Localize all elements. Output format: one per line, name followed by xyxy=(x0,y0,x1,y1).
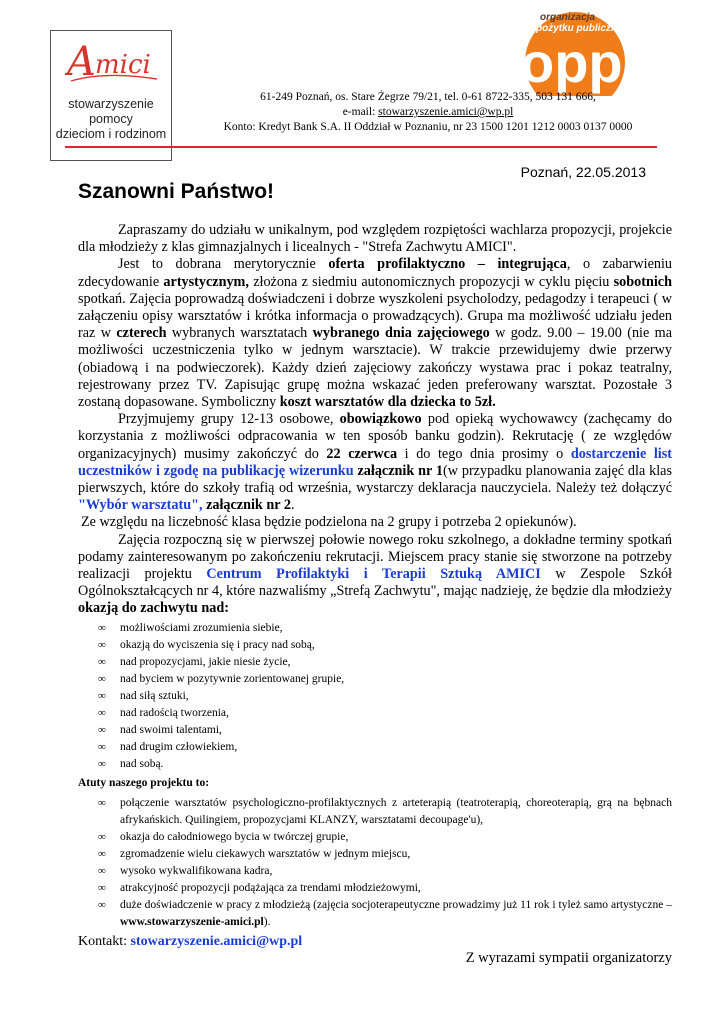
svg-text:mici: mici xyxy=(95,50,151,80)
paragraph-schedule xyxy=(78,532,672,618)
text: Jest to dobrana merytorycznie xyxy=(118,256,329,273)
infinity-bullet-icon: ∞ xyxy=(98,898,106,911)
text: złożona z siedmiu autonomicznych propozycji w cyklu pięciu xyxy=(248,273,614,290)
logo-line: dzieciom i rodzinom xyxy=(55,127,167,141)
list-item: ∞ nad siłą sztuki, xyxy=(120,688,672,705)
bold-text: załącznik nr 2 xyxy=(206,497,291,514)
letter-body xyxy=(78,222,672,950)
closing-regards: Z wyrazami sympatii organizatorzy xyxy=(465,950,672,966)
email-prefix: e-mail: xyxy=(342,106,379,118)
advantages-list xyxy=(78,795,672,931)
list-item: ∞ połączenie warsztatów psychologiczno-profilaktycznych z arteterapią (teatroterapią, choreoterapią, grą na bębnach afrykańskich. Quilingiem, propozycjami KLANZY, warsztatami decoupage'u), xyxy=(98,796,672,826)
bold-text: obowiązkowo xyxy=(339,411,422,428)
highlight-text: Centrum Profilaktyki i Terapii Sztuką AMICI xyxy=(206,566,541,583)
list-item: ∞ nad drugim człowiekiem, xyxy=(120,739,672,756)
list-item: ∞ wysoko wykwalifikowana kadra, xyxy=(120,863,672,880)
text: Zajęcia rozpoczną się w pierwszej połowie nowego roku szkolnego, a dokładne terminy spotkań podamy zainteresowanym po zakończeniu rekrutacji. Miejscem pracy stanie się stworzone na potrzeby realizacji projektu xyxy=(78,531,672,583)
letterhead-contact xyxy=(200,90,656,135)
list-item: ∞ nad byciem w pozytywnie zorientowanej grupie, xyxy=(120,671,672,688)
text: . xyxy=(290,497,295,514)
infinity-bullet-icon: ∞ xyxy=(98,757,106,770)
bold-text: czterech xyxy=(116,325,167,342)
organization-logo xyxy=(50,30,172,161)
header-account: Konto: Kredyt Bank S.A. II Oddział w Poznaniu, nr 23 1500 1201 1212 0003 0137 0000 xyxy=(223,121,633,133)
logo-line: stowarzyszenie xyxy=(68,97,154,111)
bold-text: okazją do zachwytu nad: xyxy=(78,600,229,617)
svg-text:A: A xyxy=(67,39,96,85)
list-item: ∞ nad sobą. xyxy=(120,756,672,773)
header-divider xyxy=(65,146,657,148)
bold-text: artystycznym, xyxy=(163,273,249,290)
logo-caption xyxy=(51,97,171,142)
greeting-heading: Szanowni Państwo! xyxy=(78,180,275,203)
header-email-line xyxy=(200,105,656,120)
text: pod opieką wychowawcy (zachęcamy do korzystania z możliwości odpracowania w ten sposób banku godzin). Rekrutację ( ze względów organizacyjnych) musimy zakończyć do xyxy=(78,411,672,462)
highlight-text: "Wybór warsztatu", xyxy=(78,497,203,514)
list-item: ∞ zgromadzenie wielu ciekawych warsztatów w jednym miejscu, xyxy=(120,846,672,863)
infinity-bullet-icon: ∞ xyxy=(98,847,106,860)
paragraph-intro: Zapraszamy do udziału w unikalnym, pod względem rozpiętości wachlarza propozycji, projekcie dla młodzieży z klas gimnazjalnych i licealnych - "Strefa Zachwytu AMICI". xyxy=(78,222,672,256)
header-address: 61-249 Poznań, os. Stare Żegrze 79/21, tel. 0-61 8722-335, 503 131 666, xyxy=(260,91,596,103)
list-item: ∞ okazja do całodniowego bycia w twórczej grupie, xyxy=(120,829,672,846)
infinity-bullet-icon: ∞ xyxy=(98,621,106,634)
infinity-bullet-icon: ∞ xyxy=(98,672,106,685)
bold-text: oferta profilaktyczno – integrująca xyxy=(328,256,567,273)
infinity-bullet-icon: ∞ xyxy=(98,830,106,843)
infinity-bullet-icon: ∞ xyxy=(98,638,106,651)
list-item: ∞ atrakcyjność propozycji podążająca za trendami młodzieżowymi, xyxy=(120,880,672,897)
logo-line: pomocy xyxy=(89,112,133,126)
highlight-text: dostarczenie list uczestników i zgodę na publikację wizerunku xyxy=(78,445,672,479)
list-item: ∞ nad propozycjami, jakie niesie życie, xyxy=(120,654,672,671)
list-item: ∞ okazją do wyciszenia się i pracy nad sobą, xyxy=(120,637,672,654)
infinity-bullet-icon: ∞ xyxy=(98,706,106,719)
paragraph-split: Ze względu na liczebność klasa będzie podzielona na 2 grupy i potrzeba 2 opiekunów). xyxy=(81,514,577,531)
paragraph-groups xyxy=(78,411,672,514)
infinity-bullet-icon: ∞ xyxy=(98,796,106,809)
list-item: ∞ nad swoimi talentami, xyxy=(120,722,672,739)
amici-script-logo xyxy=(65,35,161,87)
list-item: ∞ możliwościami zrozumienia siebie, xyxy=(120,620,672,637)
badge-line2: pożytku publicznego xyxy=(536,23,635,34)
contact-label: Kontakt: xyxy=(78,933,131,949)
bold-text: koszt warsztatów dla dziecka to 5zł. xyxy=(279,394,496,411)
text: w godz. 9.00 – 19.00 (nie ma możliwości uczestniczenia tylko w jednym warsztacie). W trakcie przewidujemy dwie przerwy (obiadową i na podwieczorek). Każdy dzień zajęciowy zakończy wystawa prac i pokaz teatralny, rejestrowany przez TV. Zapisując grupę można wskazać jeden preferowany warsztat. Pozostałe 3 zostaną dopasowane. Symboliczny xyxy=(78,325,672,411)
bold-text: załącznik nr 1 xyxy=(357,462,444,479)
text: , o zabarwieniu zdecydowanie xyxy=(78,256,672,290)
wonder-list xyxy=(78,620,672,773)
infinity-bullet-icon: ∞ xyxy=(98,881,106,894)
infinity-bullet-icon: ∞ xyxy=(98,740,106,753)
website-link[interactable]: www.stowarzyszenie-amici.pl xyxy=(120,915,264,928)
text: wybranych warsztatach xyxy=(166,325,313,342)
bold-text: 22 czerwca xyxy=(326,445,398,462)
badge-letters: opp xyxy=(520,31,623,94)
header-email-link[interactable]: stowarzyszenie.amici@wp.pl xyxy=(378,106,514,118)
bold-text: sobotnich xyxy=(613,273,672,290)
text: w Zespole Szkół Ogólnokształcących nr 4 xyxy=(78,566,672,600)
opp-badge xyxy=(500,6,650,96)
text: , które nazwaliśmy „Strefą Zachwytu", mając nadzieję, że będzie dla młodzieży xyxy=(219,583,672,600)
infinity-bullet-icon: ∞ xyxy=(98,723,106,736)
advantages-title: Atuty naszego projektu to: xyxy=(78,776,210,789)
text: (w przypadku planowania zajęć dla klas pierwszych, które do szkoły trafią od września, wystarczy deklaracja nauczyciela. Należy też dołączyć xyxy=(78,462,672,497)
list-item: ∞ duże doświadczenie w pracy z młodzieżą (zajęcia socjoterapeutyczne prowadzimy już 11 rok i tyleż samo artystyczne – www.stowarzyszenie-amici.pl). xyxy=(98,898,672,928)
bold-text: wybranego dnia zajęciowego xyxy=(312,325,490,342)
list-item: ∞ nad radością tworzenia, xyxy=(120,705,672,722)
contact-line xyxy=(78,933,672,950)
infinity-bullet-icon: ∞ xyxy=(98,655,106,668)
text: Przyjmujemy grupy 12-13 osobowe, xyxy=(118,411,340,428)
text: spotkań. Zajęcia poprowadzą doświadczeni i dobrze wyszkoleni psycholodzy, pedagodzy i terapeuci ( w załączeniu opisy warsztatów i krótka informacja o prowadzących). Grupa ma możliwość udziału jeden raz w xyxy=(78,290,672,342)
letter-date: Poznań, 22.05.2013 xyxy=(520,164,646,180)
infinity-bullet-icon: ∞ xyxy=(98,864,106,877)
contact-email-link[interactable]: stowarzyszenie.amici@wp.pl xyxy=(130,933,303,949)
badge-line1: organizacja xyxy=(540,12,596,23)
paragraph-offer xyxy=(78,256,672,411)
infinity-bullet-icon: ∞ xyxy=(98,689,106,702)
text: i do tego dnia prosimy o xyxy=(397,445,571,462)
